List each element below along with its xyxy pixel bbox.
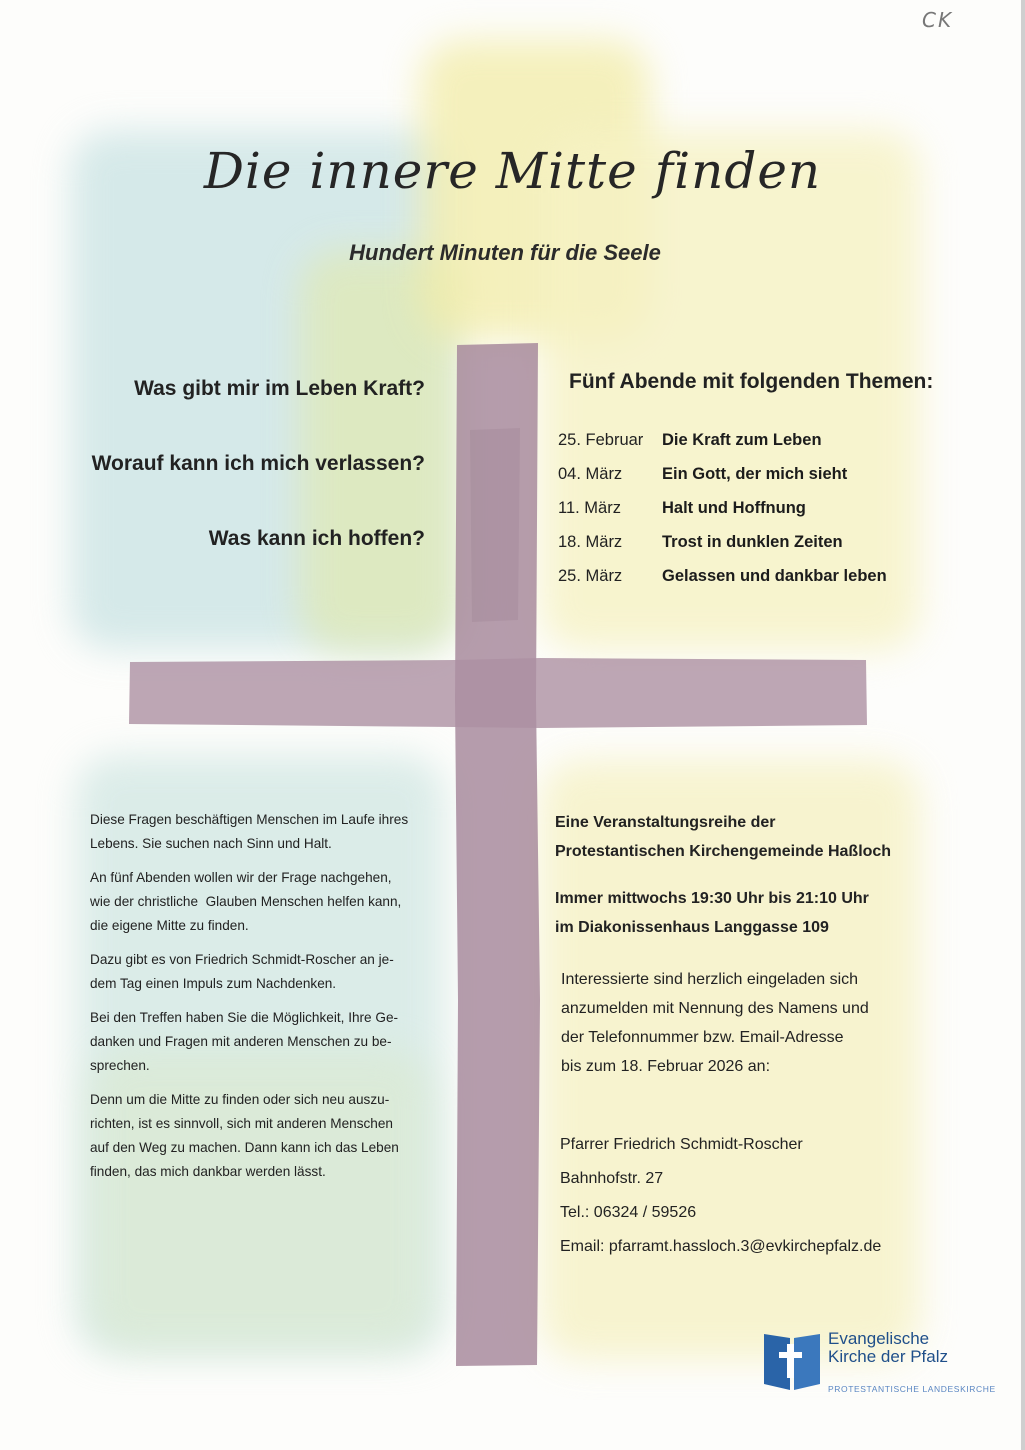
subtitle: Hundert Minuten für die Seele bbox=[349, 240, 661, 265]
intro-paragraph bbox=[90, 1088, 450, 1184]
intro-line: sprechen. bbox=[90, 1058, 150, 1073]
organizer-line: Eine Veranstaltungsreihe der bbox=[555, 814, 776, 831]
intro-line: richten, ist es sinnvoll, sich mit anderen Menschen bbox=[90, 1116, 393, 1131]
schedule-date: 25. Februar bbox=[558, 430, 644, 449]
time-line: Immer mittwochs 19:30 Uhr bis 21:10 Uhr bbox=[555, 890, 869, 907]
intro-line: Dazu gibt es von Friedrich Schmidt-Roscher an je- bbox=[90, 952, 394, 967]
question-3: Was kann ich hoffen? bbox=[208, 527, 425, 550]
intro-paragraph bbox=[90, 948, 450, 996]
location-line: im Diakonissenhaus Langgasse 109 bbox=[555, 919, 829, 936]
event-time-info bbox=[555, 884, 869, 942]
schedule-topic: Die Kraft zum Leben bbox=[662, 430, 822, 449]
logo-line-1: Evangelische bbox=[828, 1329, 930, 1348]
invite-line: anzumelden mit Nennung des Namens und bbox=[561, 1000, 869, 1017]
schedule-date: 25. März bbox=[558, 566, 623, 585]
page-title: Die innere Mitte finden bbox=[203, 142, 822, 200]
intro-paragraph bbox=[90, 808, 450, 856]
intro-line: die eigene Mitte zu finden. bbox=[90, 918, 249, 933]
invite-line: bis zum 18. Februar 2026 an: bbox=[561, 1058, 771, 1075]
intro-line: Lebens. Sie suchen nach Sinn und Halt. bbox=[90, 836, 332, 851]
logo-line-2: Kirche der Pfalz bbox=[828, 1347, 948, 1366]
schedule-date: 11. März bbox=[558, 498, 621, 517]
contact-street: Bahnhofstr. 27 bbox=[560, 1170, 664, 1187]
intro-text bbox=[90, 808, 450, 1194]
intro-line: finden, das mich dankbar werden lässt. bbox=[90, 1164, 326, 1179]
schedule-date: 04. März bbox=[558, 464, 623, 483]
invite-line: Interessierte sind herzlich eingeladen sich bbox=[561, 971, 859, 988]
schedule-row bbox=[558, 525, 887, 559]
registration-invite bbox=[561, 965, 869, 1081]
contact-name: Pfarrer Friedrich Schmidt-Roscher bbox=[560, 1136, 803, 1153]
logo-tagline: PROTESTANTISCHE LANDESKIRCHE bbox=[828, 1384, 996, 1394]
intro-line: Bei den Treffen haben Sie die Möglichkeit, Ihre Ge- bbox=[90, 1010, 399, 1025]
logo-wordmark bbox=[828, 1330, 948, 1366]
intro-line: Diese Fragen beschäftigen Menschen im Laufe ihres bbox=[90, 812, 409, 827]
contact-block bbox=[560, 1128, 881, 1264]
cross-horizontal-beam bbox=[129, 658, 867, 728]
intro-line: wie der christliche Glauben Menschen helfen kann, bbox=[90, 894, 402, 909]
intro-paragraph bbox=[90, 866, 450, 938]
schedule-row bbox=[558, 457, 887, 491]
intro-line: dem Tag einen Impuls zum Nachdenken. bbox=[90, 976, 337, 991]
intro-line: Denn um die Mitte zu finden oder sich neu auszu- bbox=[90, 1092, 390, 1107]
schedule-date: 18. März bbox=[558, 532, 623, 551]
organizer-line: Protestantischen Kirchengemeinde Haßloch bbox=[555, 843, 892, 860]
schedule-row bbox=[558, 491, 887, 525]
invite-line: der Telefonnummer bzw. Email-Adresse bbox=[561, 1029, 844, 1046]
themes-heading: Fünf Abende mit folgenden Themen: bbox=[569, 370, 934, 393]
schedule-topic: Halt und Hoffnung bbox=[662, 498, 806, 517]
corner-handwritten-mark: CK bbox=[922, 8, 954, 32]
schedule-topic: Ein Gott, der mich sieht bbox=[662, 464, 848, 483]
contact-email[interactable]: Email: pfarramt.hassloch.3@evkirchepfalz.de bbox=[560, 1238, 882, 1255]
intro-paragraph bbox=[90, 1006, 450, 1078]
cross-shading bbox=[470, 428, 520, 622]
schedule-topic: Gelassen und dankbar leben bbox=[662, 566, 887, 585]
schedule-topic: Trost in dunklen Zeiten bbox=[662, 532, 843, 551]
church-logo bbox=[762, 1329, 996, 1394]
intro-line: auf den Weg zu machen. Dann kann ich das Leben bbox=[90, 1140, 399, 1155]
intro-line: An fünf Abenden wollen wir der Frage nachgehen, bbox=[90, 870, 392, 885]
question-1: Was gibt mir im Leben Kraft? bbox=[134, 377, 425, 400]
schedule-row bbox=[558, 423, 887, 457]
contact-phone: Tel.: 06324 / 59526 bbox=[560, 1204, 697, 1221]
question-2: Worauf kann ich mich verlassen? bbox=[91, 452, 425, 475]
book-cross-icon bbox=[762, 1330, 824, 1392]
organizer-info bbox=[555, 808, 891, 866]
intro-line: danken und Fragen mit anderen Menschen zu be- bbox=[90, 1034, 392, 1049]
schedule-row bbox=[558, 559, 887, 593]
schedule-list bbox=[558, 423, 887, 593]
